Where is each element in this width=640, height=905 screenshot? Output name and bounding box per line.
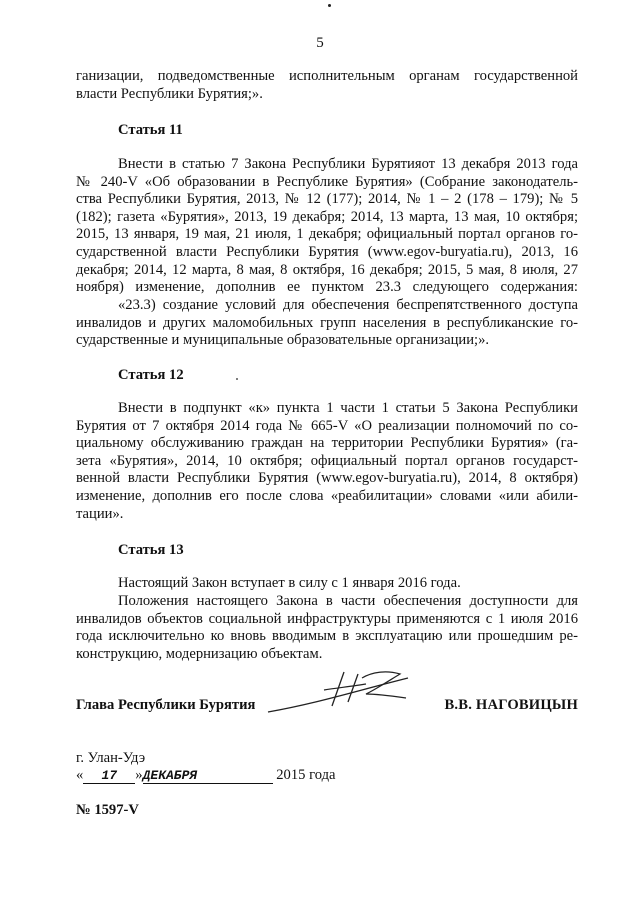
intro-paragraph <box>76 68 578 103</box>
signatory-name: В.В. НАГОВИЦЫН <box>444 697 578 713</box>
text-line: венной власти Республики Бурятия (www.egov-buryatia.ru), 2014, 8 октября) <box>76 470 578 487</box>
date-day: 17 <box>83 768 135 784</box>
text-line: Бурятия от 7 октября 2014 года № 665-V «О реализации полномочий по со- <box>76 417 578 434</box>
text-line: тации». <box>76 505 124 522</box>
text-line: Внести в статью 7 Закона Республики Бурятияот 13 декабря 2013 года <box>118 156 578 172</box>
text-line: сударственные и муниципальные образовательные организации;». <box>76 332 490 349</box>
text-line: «23.3) создание условий для обеспечения беспрепятственного доступа <box>118 297 578 313</box>
text-line: 2015, 13 января, 19 мая, 21 июля, 1 декабря; официальный портал органов го- <box>76 226 578 243</box>
text-line: инвалидов объектов социальной инфраструктуры применяются с 1 июля 2016 <box>76 610 578 627</box>
text-line: (182); газета «Бурятия», 2013, 19 декабря; 2014, 13 марта, 13 мая, 10 октября; <box>76 208 578 225</box>
text-line: ноября) изменение, дополнив ее пунктом 23.3 следующего содержания: <box>76 279 578 296</box>
text-line: Настоящий Закон вступает в силу с 1 января 2016 года. <box>118 575 461 591</box>
law-number: № 1597-V <box>76 802 139 818</box>
page-number: 5 <box>316 35 324 51</box>
text-line: Положения настоящего Закона в части обеспечения доступности для <box>118 593 578 609</box>
article-13-paragraph-2 <box>76 593 578 663</box>
article-12-paragraph-1 <box>76 400 578 523</box>
text-line: циальному обслуживанию граждан на территории Республики Бурятия» (га- <box>76 435 578 452</box>
text-line: сударственной власти Республики Бурятия (www.egov-buryatia.ru), 2013, 16 <box>76 243 578 260</box>
date-year: 2015 года <box>276 767 336 783</box>
date-month: ДЕКАБРЯ <box>143 768 273 784</box>
text-line: конструкцию, модернизацию объектам. <box>76 645 323 662</box>
scan-speck <box>236 378 238 380</box>
place-of-signing: г. Улан-Удэ <box>76 750 146 766</box>
article-13-heading: Статья 13 <box>118 542 184 558</box>
text-line: № 240-V «Об образовании в Республике Бурятия» (Собрание законодатель- <box>76 173 578 190</box>
article-11-heading: Статья 11 <box>118 122 183 138</box>
date-close-quote: » <box>135 767 143 783</box>
article-12-heading: Статья 12 <box>118 367 184 383</box>
text-line: зета «Бурятия», 2014, 10 октября; официальный портал органов государст- <box>76 452 578 469</box>
article-13-paragraph-1 <box>76 575 578 593</box>
text-line: ганизации, подведомственные исполнительным органам государственной <box>76 68 578 84</box>
text-line: ства Республики Бурятия, 2013, № 12 (177); 2014, № 1 – 2 (178 – 179); № 5 <box>76 191 578 208</box>
text-line: Внести в подпункт «к» пункта 1 части 1 статьи 5 Закона Республики <box>118 400 578 416</box>
signing-date <box>76 767 336 784</box>
signature-line <box>76 697 578 717</box>
text-line: декабря; 2014, 12 марта, 8 мая, 8 октября, 16 декабря; 2015, 5 мая, 8 июля, 27 <box>76 261 578 278</box>
text-line: года исключительно ко вновь вводимым в эксплуатацию или прошедшим ре- <box>76 628 578 645</box>
article-11-paragraph-1 <box>76 156 578 297</box>
date-open-quote: « <box>76 767 84 783</box>
scan-dot <box>328 4 331 7</box>
text-line: изменение, дополнив его после слова «реабилитации» словами «или абили- <box>76 487 578 504</box>
text-line: власти Республики Бурятия;». <box>76 85 263 102</box>
article-11-paragraph-2 <box>76 297 578 350</box>
signatory-title: Глава Республики Бурятия <box>76 697 256 713</box>
text-line: инвалидов и других маломобильных групп населения в республиканские го- <box>76 314 578 331</box>
